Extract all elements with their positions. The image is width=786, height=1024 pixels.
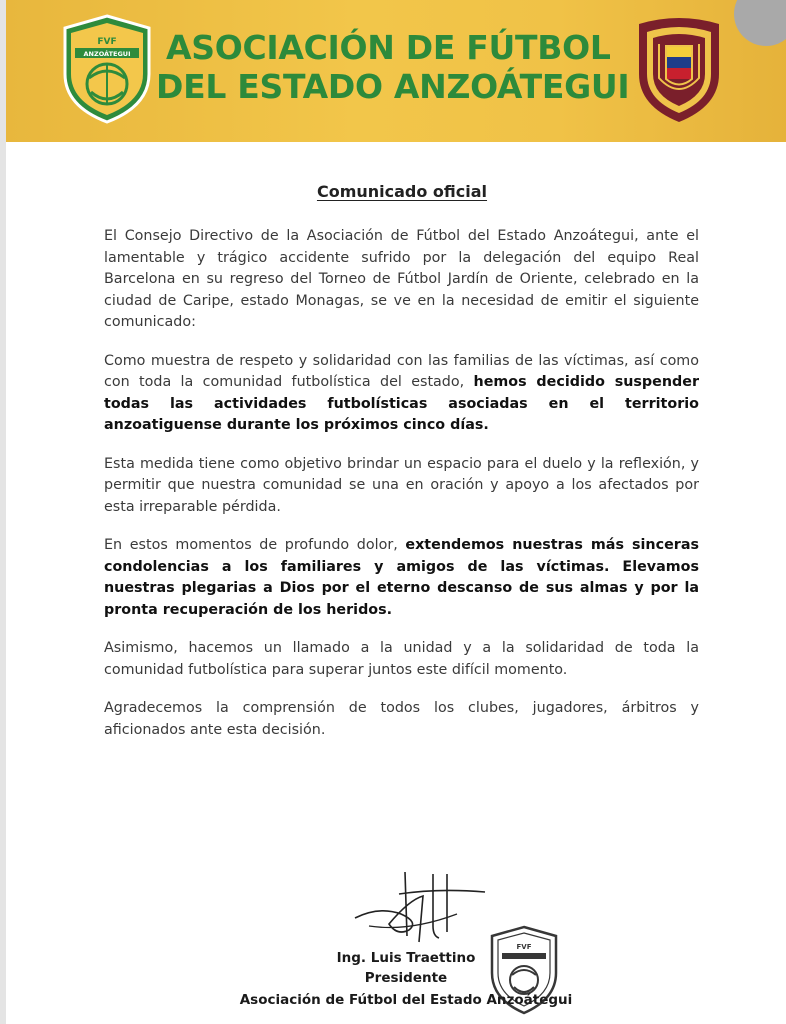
signatory-name: Ing. Luis Traettino <box>336 950 476 966</box>
signature-icon <box>349 866 489 944</box>
body-text-run: Asimismo, hacemos un llamado a la unidad y a la solidaridad de toda la comunidad futbolística para superar juntos este difícil momento. <box>104 640 699 678</box>
body-paragraph <box>104 226 699 334</box>
signatory-role: Presidente <box>364 970 448 986</box>
body-text-run: En estos momentos de profundo dolor, <box>104 537 406 553</box>
left-logo-name: ANZOÁTEGUI <box>83 50 131 58</box>
afa-logo-icon <box>61 14 153 124</box>
body-text-run: Esta medida tiene como objetivo brindar un espacio para el duelo y la reflexión, y permitir que nuestra comunidad se una en oración y apoyo a los afectados por esta irreparable pérdida. <box>104 455 699 515</box>
body-paragraph <box>104 698 699 741</box>
fvf-shield-icon <box>633 16 725 124</box>
document-body <box>104 226 699 758</box>
association-name-line2: DEL ESTADO ANZOÁTEGUI <box>156 67 630 106</box>
body-text-run: El Consejo Directivo de la Asociación de Fútbol del Estado Anzoátegui, ante el lamentable y trágico accidente sufrido por la delegación del equipo Real Barcelona en su regreso del Torneo de Fútbol Jardín de Oriente, celebrado en la ciudad de Caripe, estado Monagas, se ve en la necesidad de emitir el siguiente comunicado: <box>104 228 699 330</box>
body-paragraph <box>104 454 699 519</box>
stamp-logo-icon <box>488 925 560 1015</box>
letterhead <box>6 0 786 142</box>
association-name <box>156 28 630 106</box>
document-title <box>6 182 786 201</box>
stamp-top-text: FVF <box>516 943 532 951</box>
body-paragraph <box>104 638 699 681</box>
body-emphasis: extendemos nuestras más sinceras condolencias a los familiares y amigos de las víctimas. Elevamos nuestras plegarias a Dios por el eterno descanso de sus almas y por la pronta recuperación de los heridos. <box>104 537 699 618</box>
corner-dot <box>734 0 786 46</box>
document-title-text: Comunicado oficial <box>316 182 488 201</box>
body-paragraph <box>104 351 699 437</box>
body-emphasis: hemos decidido suspender todas las actividades futbolísticas asociadas en el territorio anzoatiguense durante los próximos cinco días. <box>104 374 699 433</box>
association-name-line1: ASOCIACIÓN DE FÚTBOL <box>166 28 611 67</box>
body-text-run: Agradecemos la comprensión de todos los clubes, jugadores, árbitros y aficionados ante esta decisión. <box>104 700 699 738</box>
body-text-run: Como muestra de respeto y solidaridad con las familias de las víctimas, así como con toda la comunidad futbolística del estado, <box>104 352 699 390</box>
left-logo-top-text: FVF <box>97 37 117 47</box>
body-paragraph <box>104 535 699 621</box>
signatory-organization: Asociación de Fútbol del Estado Anzoátegui <box>239 992 573 1008</box>
